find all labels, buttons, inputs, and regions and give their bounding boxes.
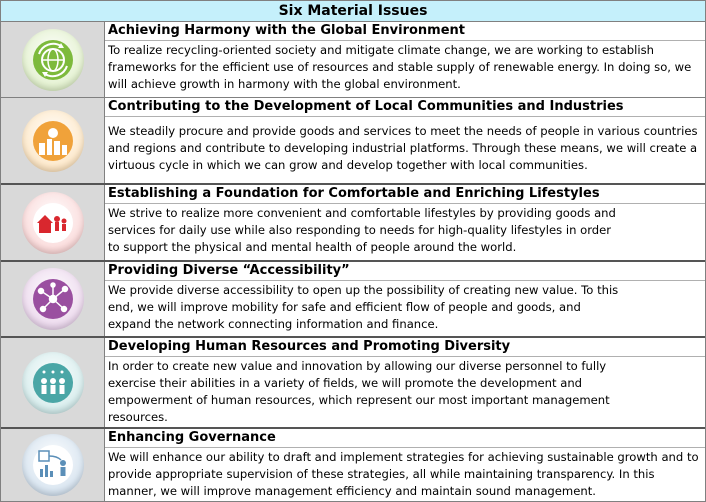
issue-description: We steadily procure and provide goods and services to meet the needs of people in various countries and regions and contribute to developing industrial platforms. Through these means, we will create a virtuous cycle in which we can grow and develop together with local communities. [108, 124, 698, 172]
issue-heading: Achieving Harmony with the Global Environment [105, 22, 705, 41]
governance-chart-icon [22, 434, 84, 496]
icon-cell [1, 262, 105, 336]
issue-description: We strive to realize more convenient and comfortable lifestyles by providing goods and services for daily use while also responding to needs for high-quality lifestyles in order to support the physical and mental health of people around the world. [108, 206, 616, 254]
people-group-icon [22, 352, 84, 414]
issue-row-environment [1, 22, 705, 98]
issue-row-accessibility [1, 262, 705, 338]
table-title: Six Material Issues [1, 1, 705, 22]
icon-cell [1, 338, 105, 427]
issue-heading: Contributing to the Development of Local Communities and Industries [105, 98, 705, 117]
icon-cell [1, 429, 105, 501]
icon-cell [1, 22, 105, 97]
city-sun-icon [22, 110, 84, 172]
family-home-icon [22, 192, 84, 254]
icon-cell [1, 185, 105, 260]
issue-row-lifestyles [1, 185, 705, 262]
issue-heading: Providing Diverse “Accessibility” [105, 262, 705, 281]
icon-cell [1, 98, 105, 183]
issue-heading: Enhancing Governance [105, 429, 705, 448]
issue-description: In order to create new value and innovation by allowing our diverse personnel to fully exercise their abilities in a variety of fields, we will promote the development and empowerment of human resources, which represent our most important management resources. [108, 359, 610, 424]
issue-description: We will enhance our ability to draft and implement strategies for achieving sustainable growth and to provide appropriate supervision of these strategies, all while maintaining transparency. In this manner, we will improve management efficiency and maintain sound management. [108, 450, 699, 498]
issue-row-communities [1, 98, 705, 185]
issue-heading: Developing Human Resources and Promoting Diversity [105, 338, 705, 357]
issue-heading: Establishing a Foundation for Comfortable and Enriching Lifestyles [105, 185, 705, 204]
network-nodes-icon [22, 268, 84, 330]
issue-description: We provide diverse accessibility to open up the possibility of creating new value. To this end, we will improve mobility for safe and efficient flow of people and goods, and expand the network connecting information and finance. [108, 283, 619, 331]
globe-recycle-icon [22, 29, 84, 91]
issue-row-governance [1, 429, 705, 501]
issue-row-human-resources [1, 338, 705, 429]
issue-description: To realize recycling-oriented society and mitigate climate change, we are working to establish frameworks for the efficient use of resources and stable supply of renewable energy. In doing so, we will achieve growth in harmony with the global environment. [108, 43, 692, 91]
